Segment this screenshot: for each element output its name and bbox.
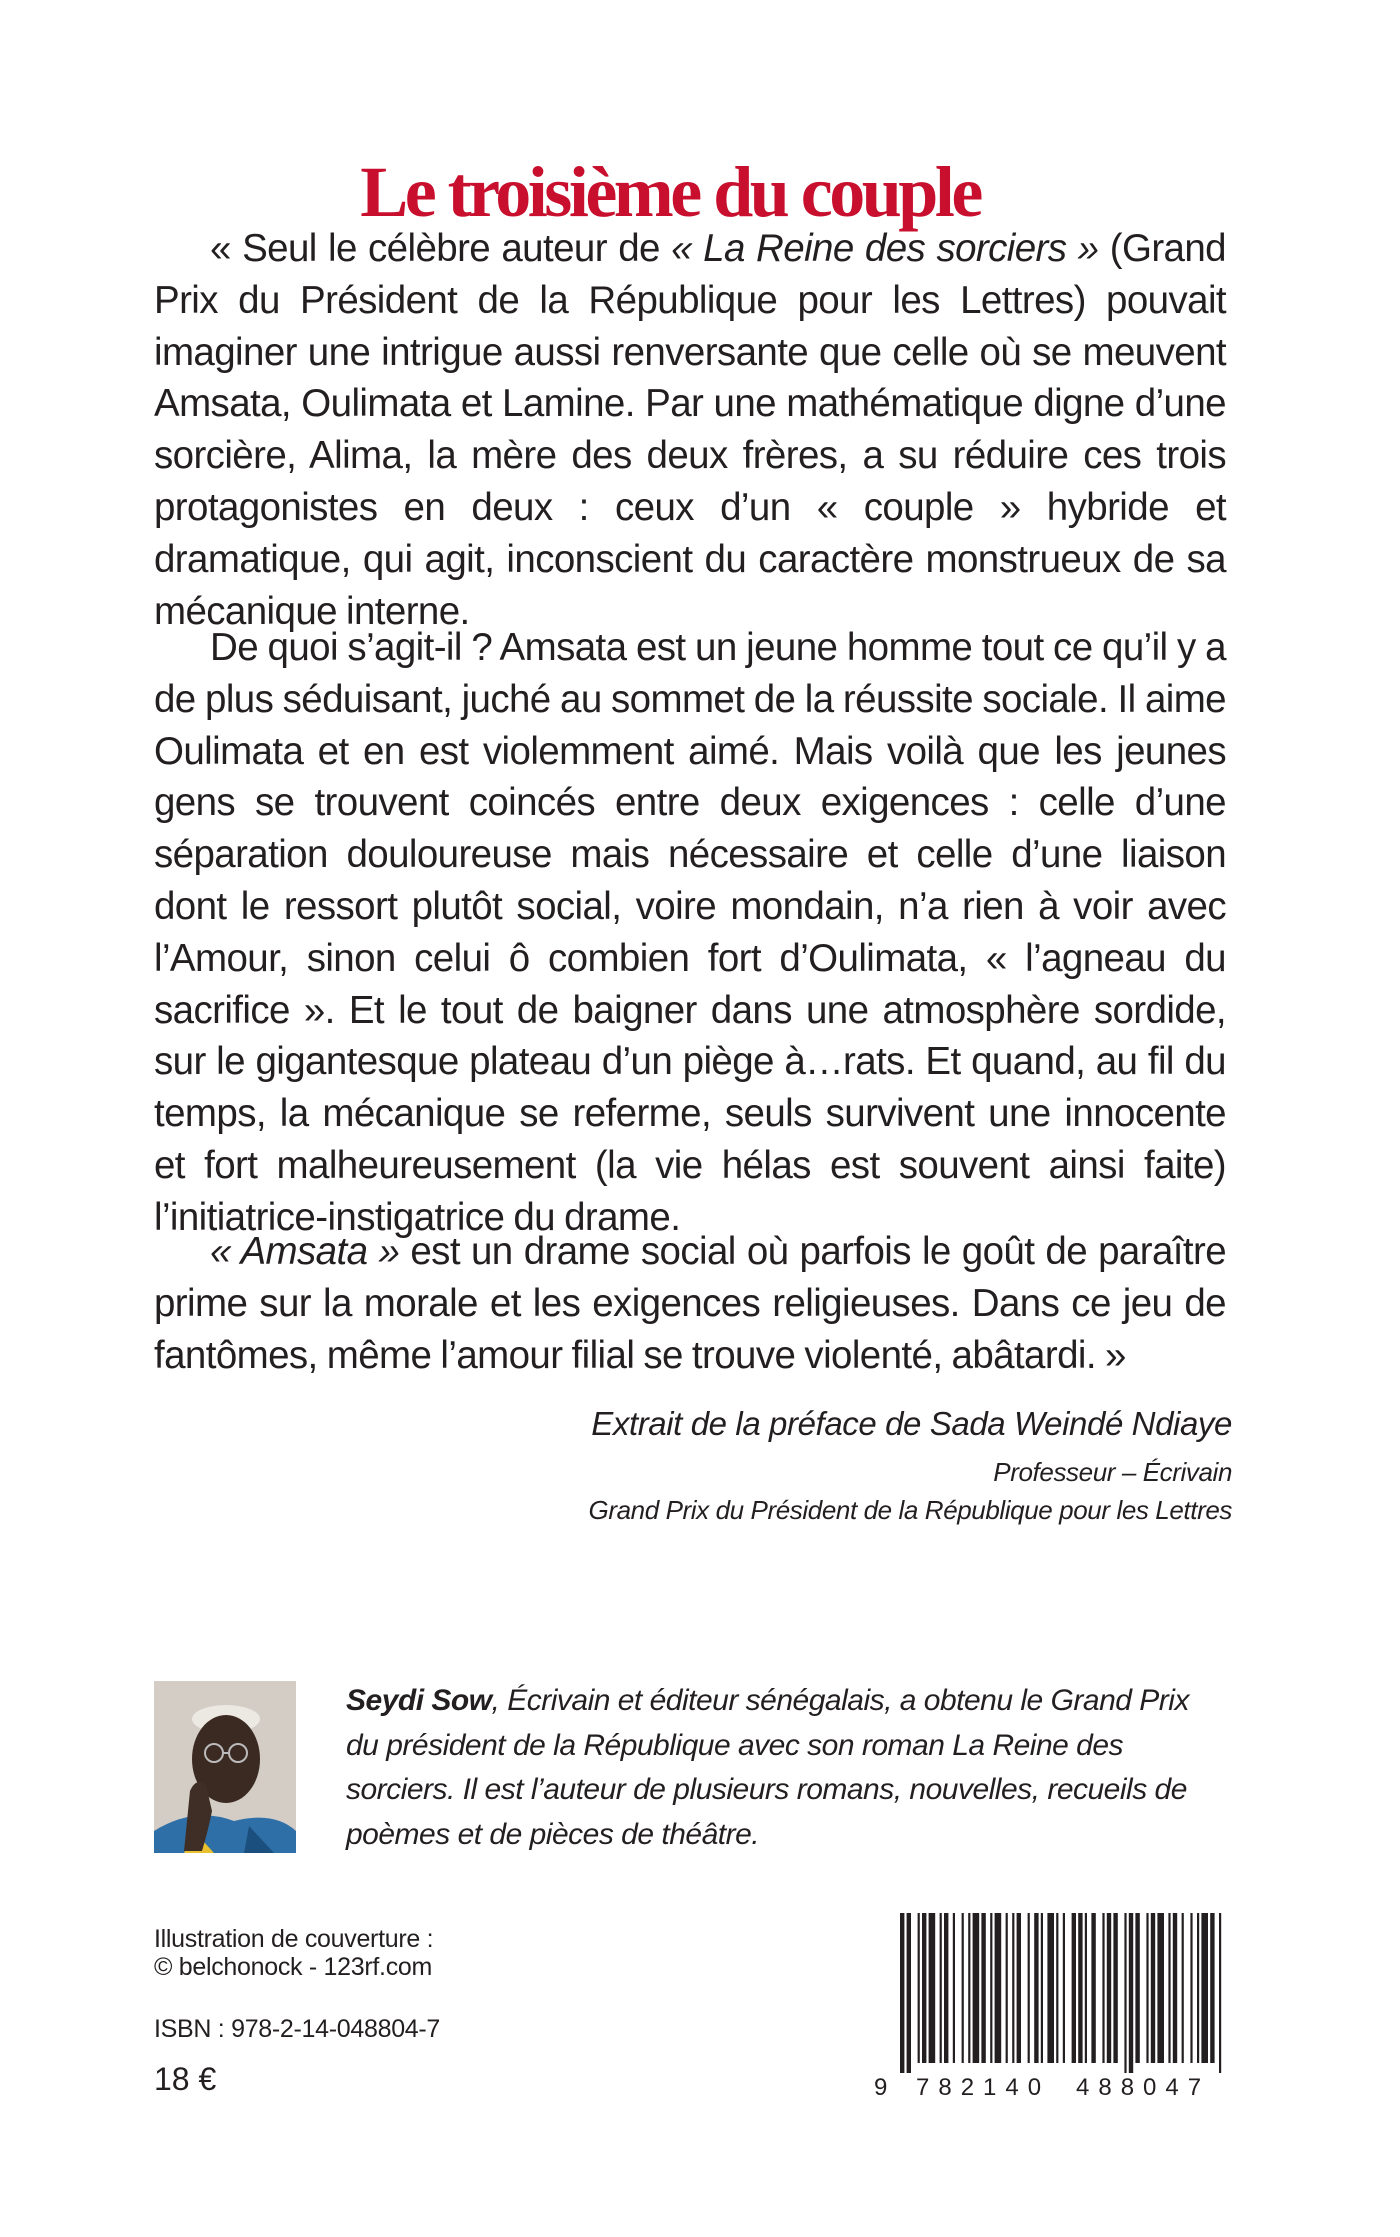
- barcode-bar: [1028, 1913, 1030, 2063]
- barcode-bar: [1201, 1913, 1208, 2063]
- quote-paragraph-2: De quoi s’agit-il ? Amsata est un jeune homme tout ce qu’il y a de plus séduisant, juché au sommet de la réussite sociale. Il aime Oulimata et en est violemment aimé. Mais voilà que les jeunes gens se trouvent coincés entre deux exigences : celle d’une séparation douloureuse mais nécessaire et celle d’une liaison dont le ressort plutôt social, voire mondain, n’a rien à voir avec l’Amour, sinon celui ô combien fort d’Oulimata, « l’agneau du sacrifice ». Et le tout de baigner dans une atmosphère sordide, sur le gigantesque plateau d’un piège à…rats. Et quand, au fil du temps, la mécanique se referme, seuls survivent une innocente et fort malheureusement (la vie hélas est souvent ainsi faite) l’initiatrice-instigatrice du drame.: [154, 626, 1226, 1239]
- barcode-bar: [918, 1913, 920, 2063]
- barcode-bar: [981, 1913, 985, 2063]
- barcode-bar: [968, 1913, 970, 2063]
- barcode-bar: [940, 1913, 942, 2063]
- barcode-bar: [990, 1913, 992, 2063]
- barcode-bar: [922, 1913, 926, 2063]
- isbn: ISBN : 978-2-14-048804-7: [154, 2015, 441, 2043]
- barcode-icon: [870, 1911, 1226, 2101]
- quote-paragraph-3: « Amsata » est un drame social où parfois le goût de paraître prime sur la morale et les exigences religieuses. Dans ce jeu de fantômes, même l’amour filial se trouve violenté, abâtardi. »: [154, 1230, 1227, 1377]
- barcode-bar: [907, 1913, 911, 2073]
- barcode-bar: [1219, 1913, 1221, 2073]
- barcode-bar: [900, 1913, 904, 2073]
- isbn-barcode: [870, 1911, 1226, 2101]
- illustration-label: Illustration de couverture :: [154, 1925, 434, 1953]
- barcode-bar: [1041, 1913, 1043, 2063]
- barcode-bar: [1012, 1913, 1014, 2063]
- barcode-bar: [1182, 1913, 1184, 2063]
- barcode-bar: [1124, 1913, 1126, 2073]
- barcode-bar: [1146, 1913, 1148, 2063]
- barcode-bar: [1135, 1913, 1139, 2063]
- barcode-bar: [944, 1913, 948, 2063]
- barcode-bar: [1078, 1913, 1082, 2063]
- author-portrait-icon: [154, 1681, 296, 1853]
- barcode-bar: [1006, 1913, 1008, 2063]
- barcode-bar: [1197, 1913, 1199, 2063]
- barcode-bar: [1034, 1913, 1038, 2063]
- barcode-bar: [1091, 1913, 1095, 2063]
- barcode-bar: [1151, 1913, 1155, 2063]
- author-name: Seydi Sow: [346, 1684, 492, 1717]
- barcode-bar: [1129, 1913, 1133, 2073]
- barcode-bar: [1173, 1913, 1177, 2063]
- barcode-bar: [1056, 1913, 1058, 2063]
- barcode-bar: [973, 1913, 980, 2063]
- barcode-bar: [1157, 1913, 1164, 2063]
- barcode-bar: [1102, 1913, 1104, 2063]
- barcode-bar: [953, 1913, 955, 2063]
- author-bio: Seydi Sow, Écrivain et éditeur sénégalais, a obtenu le Grand Prix du président de la République avec son roman La Reine des sorciers. Il est l’auteur de plusieurs romans, nouvelles, recueils de poèmes et de pièces de théâtre.: [346, 1684, 1189, 1851]
- price: 18 €: [154, 2061, 217, 2097]
- preface-author-award: Grand Prix du Président de la République pour les Lettres: [588, 1495, 1232, 1525]
- illustration-credit: © belchonock - 123rf.com: [154, 1953, 433, 1981]
- barcode-bar: [1047, 1913, 1054, 2063]
- barcode-bar: [1017, 1913, 1021, 2063]
- quote-paragraph-1: « Seul le célèbre auteur de « La Reine des sorciers » (Grand Prix du Président de la République pour les Lettres) pouvait imaginer une intrigue aussi renversante que celle où se meuvent Amsata, Oulimata et Lamine. Par une mathématique digne d’une sorcière, Alima, la mère des deux frères, a su réduire ces trois protagonistes en deux : ceux d’un « couple » hybride et dramatique, qui agit, inconscient du caractère monstrueux de sa mécanique interne.: [154, 227, 1226, 633]
- barcode-bar: [929, 1913, 936, 2063]
- barcode-bar: [1190, 1913, 1192, 2063]
- author-photo: [154, 1681, 296, 1853]
- barcode-right-digits: 488047: [1076, 2074, 1211, 2101]
- barcode-bar: [1210, 1913, 1214, 2063]
- barcode-bar: [962, 1913, 964, 2063]
- barcode-left-digits: 782140: [916, 2074, 1051, 2101]
- barcode-bar: [1107, 1913, 1111, 2063]
- barcode-bar: [1072, 1913, 1076, 2063]
- barcode-bar: [995, 1913, 1002, 2063]
- preface-author-role: Professeur – Écrivain: [993, 1457, 1232, 1487]
- preface-credit: Extrait de la préface de Sada Weindé Ndiaye: [591, 1405, 1232, 1442]
- barcode-first-digit: 9: [874, 2074, 888, 2101]
- barcode-bar: [1113, 1913, 1117, 2063]
- barcode-bar: [1085, 1913, 1087, 2063]
- book-title: Le troisième du couple: [360, 152, 980, 233]
- barcode-bar: [1168, 1913, 1170, 2063]
- barcode-bar: [1063, 1913, 1065, 2063]
